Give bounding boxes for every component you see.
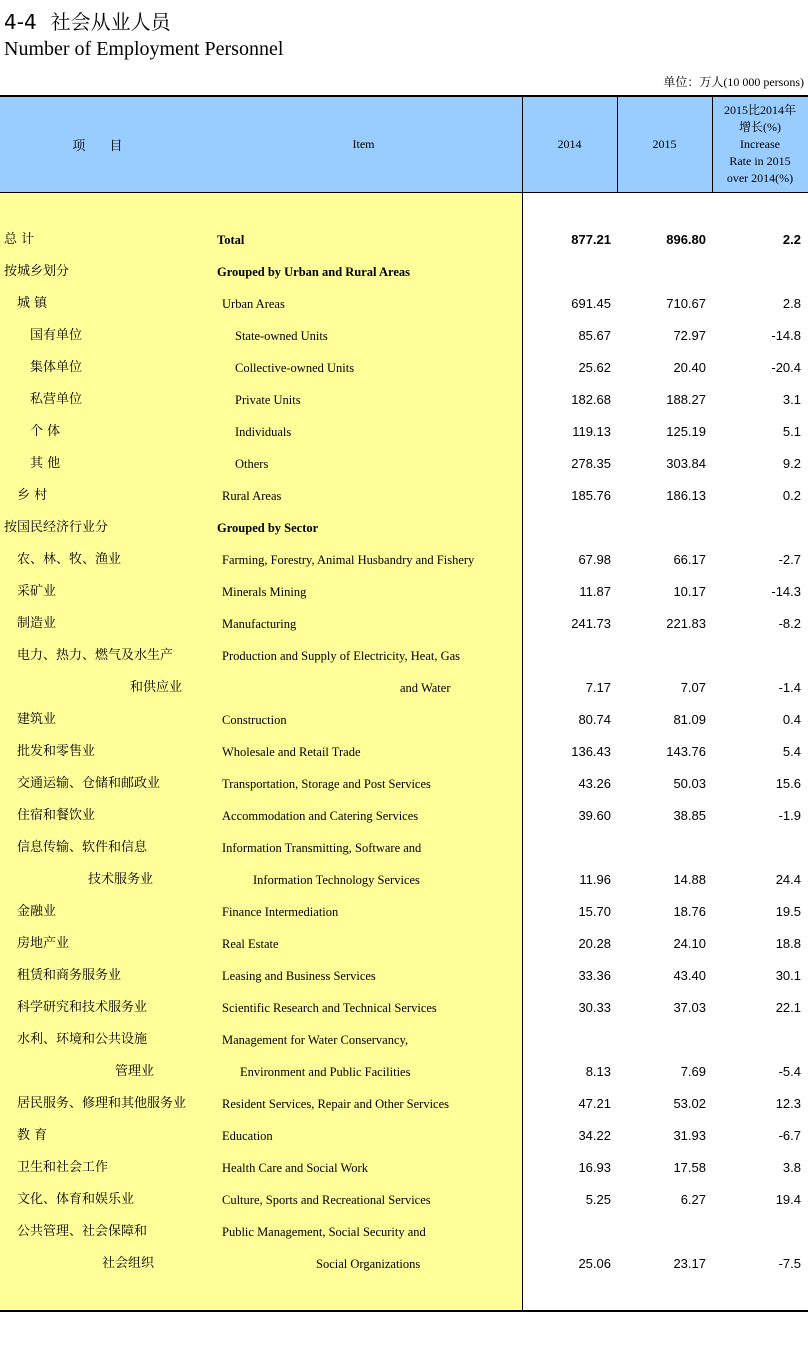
row-label-cn: 建筑业 (17, 712, 57, 727)
column-divider-2015 (712, 97, 713, 192)
row-label-en: Education (222, 1129, 273, 1143)
table-row (0, 1088, 808, 1120)
value-rate: -6.7 (778, 1128, 801, 1143)
table-row (0, 640, 808, 672)
row-label-en: Others (235, 457, 269, 471)
row-label-en: Culture, Sports and Recreational Services (222, 1193, 431, 1207)
value-rate: -8.2 (778, 616, 801, 631)
row-label-en: State-owned Units (235, 329, 328, 343)
table-title-cn-text: 社会从业人员 (50, 10, 171, 34)
header-item-en: Item (352, 137, 375, 151)
table-row (0, 1024, 808, 1056)
value-2014: 182.68 (571, 392, 611, 407)
table-row (0, 1056, 808, 1088)
value-2015: 6.27 (680, 1192, 706, 1207)
row-label-cn: 国有单位 (30, 328, 83, 343)
table-row (0, 1216, 808, 1248)
value-2014: 11.96 (579, 872, 611, 887)
value-2015: 37.03 (673, 1000, 706, 1015)
value-2014: 47.21 (578, 1096, 611, 1111)
value-2015: 221.83 (666, 616, 706, 631)
value-rate: 22.1 (775, 1000, 801, 1015)
row-label-en: Individuals (235, 425, 292, 439)
row-label-cn: 社会组织 (102, 1256, 155, 1271)
value-rate: 30.1 (775, 968, 801, 983)
value-2014: 7.17 (585, 680, 611, 695)
value-2014: 20.28 (578, 936, 611, 951)
value-2015: 188.27 (666, 392, 706, 407)
table-row (0, 416, 808, 448)
column-divider-2014 (617, 97, 618, 192)
row-label-cn: 管理业 (115, 1064, 155, 1079)
value-2015: 23.17 (673, 1256, 706, 1271)
value-rate: 12.3 (775, 1096, 801, 1111)
value-2014: 30.33 (578, 1000, 611, 1015)
row-label-cn: 卫生和社会工作 (17, 1160, 109, 1175)
value-2014: 67.98 (578, 552, 611, 567)
row-label-en: Private Units (235, 393, 301, 407)
table-title-cn (4, 6, 171, 35)
value-2014: 5.25 (585, 1192, 611, 1207)
value-rate: -2.7 (778, 552, 801, 567)
value-2015: 31.93 (673, 1128, 706, 1143)
value-2014: 185.76 (571, 488, 611, 503)
value-2014: 119.13 (572, 424, 611, 439)
value-2014: 80.74 (578, 712, 611, 727)
header-rate (712, 97, 808, 192)
value-2015: 53.02 (673, 1096, 706, 1111)
value-rate: 3.1 (782, 392, 801, 407)
value-2014: 8.13 (585, 1064, 611, 1079)
table-row (0, 288, 808, 320)
row-label-cn: 住宿和餐饮业 (17, 808, 96, 823)
header-rate-line-3: Increase (740, 137, 780, 151)
value-rate: 19.4 (775, 1192, 801, 1207)
value-rate: 19.5 (775, 904, 801, 919)
row-label-cn: 房地产业 (17, 936, 70, 951)
value-2015: 303.84 (666, 456, 706, 471)
row-label-cn: 采矿业 (17, 584, 57, 599)
row-label-en: Manufacturing (222, 617, 297, 631)
row-label-en: Management for Water Conservancy, (222, 1033, 409, 1047)
row-label-cn: 信息传输、软件和信息 (17, 840, 148, 855)
value-2014: 691.45 (571, 296, 611, 311)
row-label-en: and Water (400, 681, 451, 695)
value-rate: -14.3 (771, 584, 801, 599)
header-rate-line-4: Rate in 2015 (729, 154, 791, 168)
table-row (0, 864, 808, 896)
table-row (0, 960, 808, 992)
table-row (0, 384, 808, 416)
row-label-cn: 科学研究和技术服务业 (17, 1000, 148, 1015)
row-label-cn: 制造业 (17, 616, 57, 631)
table-row (0, 1248, 808, 1280)
value-2015: 125.19 (666, 424, 706, 439)
row-label-cn: 技术服务业 (88, 872, 154, 887)
table-row (0, 832, 808, 864)
row-label-en: Grouped by Urban and Rural Areas (217, 265, 410, 279)
row-label-cn: 总 计 (4, 232, 35, 247)
table-row (0, 480, 808, 512)
value-rate: 3.8 (782, 1160, 801, 1175)
value-2015: 10.17 (673, 584, 706, 599)
value-rate: 0.2 (782, 488, 801, 503)
header-2014: 2014 (557, 137, 582, 151)
unit-label-en: (10 000 persons) (723, 75, 804, 89)
value-2015: 7.07 (680, 680, 706, 695)
value-2015: 20.40 (673, 360, 706, 375)
unit-label (663, 73, 804, 90)
value-2015: 7.69 (680, 1064, 706, 1079)
header-item-cn: 项 目 (72, 139, 133, 154)
table-row (0, 672, 808, 704)
table-row (0, 512, 808, 544)
value-2014: 16.93 (578, 1160, 611, 1175)
table-number: 4-4 (4, 10, 37, 34)
value-rate: -7.5 (778, 1256, 801, 1271)
value-2014: 11.87 (579, 584, 611, 599)
header-2015: 2015 (652, 137, 677, 151)
row-label-en: Environment and Public Facilities (240, 1065, 411, 1079)
value-2014: 85.67 (578, 328, 611, 343)
value-2014: 34.22 (578, 1128, 611, 1143)
row-label-en: Real Estate (222, 937, 279, 951)
value-rate: 2.8 (782, 296, 801, 311)
row-label-cn: 居民服务、修理和其他服务业 (17, 1096, 187, 1111)
row-label-en: Rural Areas (222, 489, 282, 503)
row-label-cn: 按城乡划分 (4, 264, 70, 279)
row-label-cn: 批发和零售业 (17, 744, 96, 759)
value-2015: 50.03 (673, 776, 706, 791)
value-rate: 15.6 (775, 776, 801, 791)
value-rate: -20.4 (771, 360, 801, 375)
value-2015: 143.76 (666, 744, 706, 759)
value-2015: 186.13 (666, 488, 706, 503)
value-2015: 72.97 (673, 328, 706, 343)
row-label-cn: 农、林、牧、渔业 (17, 552, 122, 567)
value-2015: 18.76 (673, 904, 706, 919)
value-rate: 18.8 (775, 936, 801, 951)
value-2015: 43.40 (673, 968, 706, 983)
row-label-en: Total (217, 233, 245, 247)
table-row (0, 1120, 808, 1152)
row-label-cn: 私营单位 (30, 392, 83, 407)
value-rate: -1.9 (778, 808, 801, 823)
table-row (0, 544, 808, 576)
value-2014: 25.62 (578, 360, 611, 375)
table-row (0, 992, 808, 1024)
row-label-cn: 文化、体育和娱乐业 (17, 1192, 135, 1207)
row-label-en: Farming, Forestry, Animal Husbandry and Fishery (222, 553, 475, 567)
row-label-cn: 乡 村 (17, 488, 48, 503)
row-label-en: Wholesale and Retail Trade (222, 745, 361, 759)
row-label-cn: 和供应业 (130, 680, 183, 695)
value-rate: 5.1 (782, 424, 801, 439)
value-2015: 17.58 (673, 1160, 706, 1175)
row-label-en: Social Organizations (316, 1257, 421, 1271)
row-label-cn: 水利、环境和公共设施 (17, 1032, 148, 1047)
table-row (0, 1184, 808, 1216)
value-2014: 15.70 (578, 904, 611, 919)
table-row (0, 928, 808, 960)
row-label-en: Production and Supply of Electricity, Heat, Gas (222, 649, 461, 663)
row-label-en: Public Management, Social Security and (222, 1225, 426, 1239)
unit-label-cn: 单位：万人 (663, 75, 724, 89)
value-2015: 14.88 (673, 872, 706, 887)
table-row (0, 1152, 808, 1184)
value-2014: 241.73 (571, 616, 611, 631)
value-2014: 278.35 (571, 456, 611, 471)
row-label-cn: 金融业 (17, 904, 57, 919)
table-row (0, 576, 808, 608)
value-2015: 66.17 (673, 552, 706, 567)
row-label-en: Urban Areas (222, 297, 285, 311)
table-row (0, 448, 808, 480)
value-2014: 877.21 (571, 232, 611, 247)
table-row (0, 256, 808, 288)
value-2014: 39.60 (578, 808, 611, 823)
row-label-en: Health Care and Social Work (222, 1161, 368, 1175)
table-row (0, 896, 808, 928)
row-label-en: Minerals Mining (222, 585, 307, 599)
value-2014: 43.26 (578, 776, 611, 791)
value-2015: 38.85 (673, 808, 706, 823)
row-label-en: Transportation, Storage and Post Services (222, 777, 431, 791)
table-row (0, 800, 808, 832)
row-label-cn: 集体单位 (30, 360, 83, 375)
value-rate: 9.2 (782, 456, 801, 471)
table-row (0, 320, 808, 352)
row-label-en: Information Transmitting, Software and (222, 841, 422, 855)
row-label-en: Grouped by Sector (217, 521, 319, 535)
value-rate: -1.4 (778, 680, 801, 695)
row-label-cn: 按国民经济行业分 (4, 520, 109, 535)
table-row (0, 736, 808, 768)
row-label-cn: 交通运输、仓储和邮政业 (17, 776, 161, 791)
value-2014: 33.36 (578, 968, 611, 983)
row-label-en: Leasing and Business Services (222, 969, 376, 983)
table-header (0, 97, 808, 193)
table-bottom-rule (0, 1310, 808, 1312)
row-label-en: Resident Services, Repair and Other Services (222, 1097, 450, 1111)
value-rate: 0.4 (782, 712, 801, 727)
value-2014: 136.43 (571, 744, 611, 759)
value-rate: 24.4 (775, 872, 801, 887)
value-rate: -5.4 (778, 1064, 801, 1079)
row-label-cn: 电力、热力、燃气及水生产 (17, 648, 174, 663)
value-2015: 896.80 (666, 232, 706, 247)
row-label-cn: 租赁和商务服务业 (17, 968, 122, 983)
value-rate: 2.2 (782, 232, 801, 247)
value-2015: 24.10 (673, 936, 706, 951)
row-label-cn: 城 镇 (17, 296, 48, 311)
value-2015: 81.09 (673, 712, 706, 727)
row-label-en: Construction (222, 713, 287, 727)
header-rate-line-1: 2015比2014年 (723, 103, 796, 117)
row-label-cn: 其 他 (30, 456, 61, 471)
row-label-en: Information Technology Services (253, 873, 420, 887)
header-rate-line-5: over 2014(%) (726, 171, 794, 185)
row-label-en: Finance Intermediation (222, 905, 339, 919)
value-2014: 25.06 (578, 1256, 611, 1271)
row-label-en: Scientific Research and Technical Services (222, 1001, 437, 1015)
row-label-cn: 个 体 (30, 424, 61, 439)
row-label-cn: 教 育 (17, 1128, 48, 1143)
table-row (0, 704, 808, 736)
value-rate: 5.4 (782, 744, 801, 759)
table-row (0, 608, 808, 640)
table-row (0, 224, 808, 256)
value-2015: 710.67 (666, 296, 706, 311)
header-rate-line-2: 增长(%) (739, 120, 781, 134)
row-label-en: Accommodation and Catering Services (222, 809, 419, 823)
row-label-cn: 公共管理、社会保障和 (17, 1224, 148, 1239)
table-row (0, 352, 808, 384)
value-rate: -14.8 (771, 328, 801, 343)
row-label-en: Collective-owned Units (235, 361, 355, 375)
table-title-en: Number of Employment Personnel (4, 38, 284, 60)
table-row (0, 768, 808, 800)
